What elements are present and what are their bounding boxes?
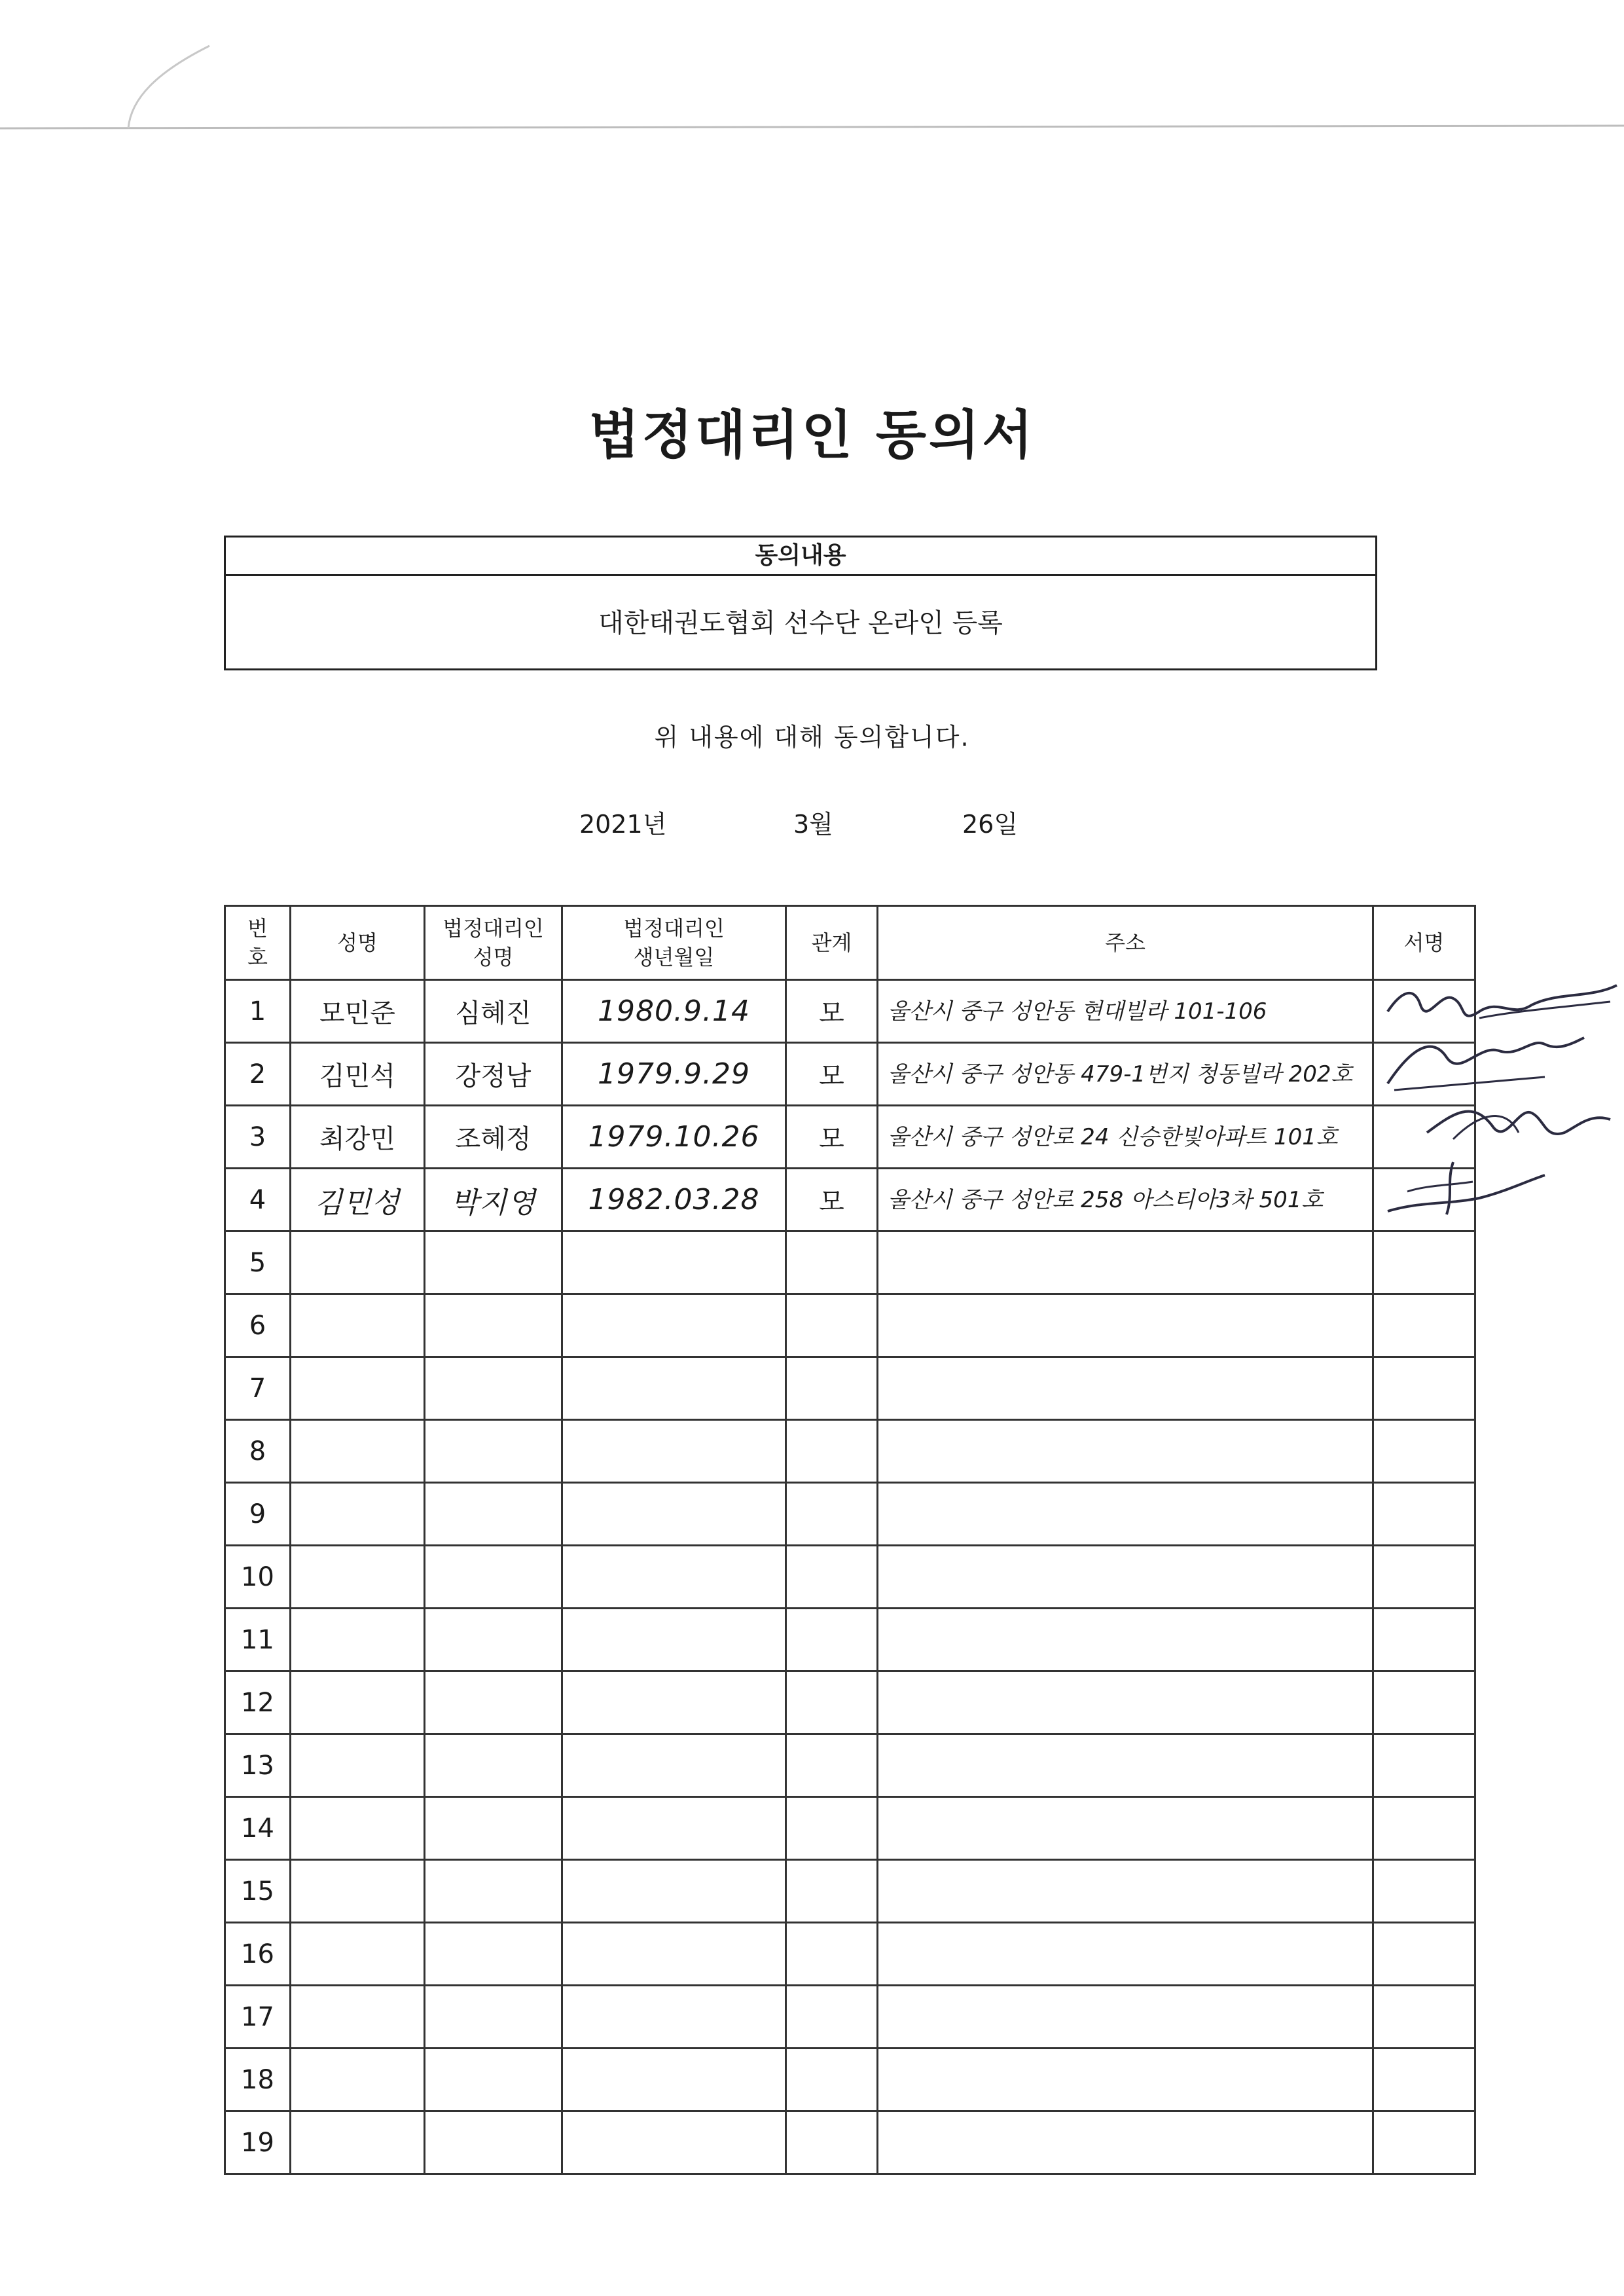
cell-guardian-name — [425, 1231, 562, 1294]
header-relation: 관계 — [786, 906, 878, 980]
row-number: 13 — [225, 1734, 291, 1797]
cell-address — [878, 1483, 1373, 1546]
table-row — [225, 1546, 1475, 1609]
cell-guardian-name: 강정남 — [425, 1043, 562, 1106]
cell-signature — [1373, 1671, 1475, 1734]
cell-guardian-name — [425, 1923, 562, 1986]
cell-guardian-name — [425, 1734, 562, 1797]
row-number: 1 — [225, 980, 291, 1043]
cell-relation — [786, 1734, 878, 1797]
cell-signature — [1373, 1860, 1475, 1923]
table-row — [225, 1797, 1475, 1860]
cell-signature — [1373, 1923, 1475, 1986]
cell-address — [878, 1986, 1373, 2049]
cell-guardian-birth: 1979.9.29 — [562, 1043, 786, 1106]
row-number: 3 — [225, 1106, 291, 1169]
cell-guardian-birth — [562, 1671, 786, 1734]
consent-content: 대한태권도협회 선수단 온라인 등록 — [598, 608, 1003, 638]
cell-relation — [786, 1609, 878, 1671]
cell-name — [291, 1671, 425, 1734]
cell-guardian-birth — [562, 1860, 786, 1923]
cell-guardian-birth — [562, 2111, 786, 2174]
cell-signature — [1373, 1483, 1475, 1546]
table-row — [225, 1357, 1475, 1420]
cell-address: 울산시 중구 성안동 479-1번지 청동빌라 202호 — [878, 1043, 1373, 1106]
cell-relation — [786, 1357, 878, 1420]
cell-guardian-birth — [562, 2049, 786, 2111]
table-row — [225, 2111, 1475, 2174]
cell-guardian-name: 박지영 — [425, 1169, 562, 1231]
cell-relation — [786, 1986, 878, 2049]
cell-relation — [786, 1420, 878, 1483]
header-name: 성명 — [291, 906, 425, 980]
table-row — [225, 1420, 1475, 1483]
cell-signature — [1373, 1294, 1475, 1357]
date-month: 3월 — [793, 810, 833, 839]
cell-relation: 모 — [786, 980, 878, 1043]
cell-name — [291, 1860, 425, 1923]
row-number: 4 — [225, 1169, 291, 1231]
cell-guardian-birth — [562, 1797, 786, 1860]
cell-guardian-birth — [562, 1986, 786, 2049]
cell-name — [291, 1294, 425, 1357]
cell-guardian-name — [425, 1546, 562, 1609]
table-row — [225, 1483, 1475, 1546]
cell-guardian-birth — [562, 1294, 786, 1357]
cell-guardian-birth — [562, 1357, 786, 1420]
row-number: 2 — [225, 1043, 291, 1106]
cell-signature — [1373, 980, 1475, 1043]
row-number: 14 — [225, 1797, 291, 1860]
cell-guardian-birth: 1980.9.14 — [562, 980, 786, 1043]
row-number: 15 — [225, 1860, 291, 1923]
cell-signature — [1373, 1546, 1475, 1609]
cell-guardian-name: 심혜진 — [425, 980, 562, 1043]
cell-relation: 모 — [786, 1106, 878, 1169]
cell-address: 울산시 중구 성안로 258 아스티아3차 501호 — [878, 1169, 1373, 1231]
cell-name — [291, 1231, 425, 1294]
table-row — [225, 1860, 1475, 1923]
cell-guardian-birth — [562, 1546, 786, 1609]
cell-address — [878, 1357, 1373, 1420]
row-number: 16 — [225, 1923, 291, 1986]
cell-signature — [1373, 2111, 1475, 2174]
table-header-row — [225, 906, 1475, 980]
cell-address — [878, 1294, 1373, 1357]
cell-name — [291, 1734, 425, 1797]
row-number: 6 — [225, 1294, 291, 1357]
cell-address — [878, 1231, 1373, 1294]
table-row — [225, 1986, 1475, 2049]
cell-guardian-name — [425, 1986, 562, 2049]
table-row — [225, 2049, 1475, 2111]
table-row — [225, 1609, 1475, 1671]
header-signature: 서명 — [1373, 906, 1475, 980]
cell-name — [291, 1986, 425, 2049]
cell-name: 최강민 — [291, 1106, 425, 1169]
cell-name: 김민성 — [291, 1169, 425, 1231]
cell-guardian-name — [425, 1671, 562, 1734]
cell-guardian-name — [425, 1483, 562, 1546]
cell-address — [878, 2111, 1373, 2174]
cell-name — [291, 1923, 425, 1986]
row-number: 11 — [225, 1609, 291, 1671]
cell-signature — [1373, 1106, 1475, 1169]
cell-name — [291, 1420, 425, 1483]
date-day: 26일 — [962, 810, 1019, 839]
cell-name — [291, 1357, 425, 1420]
row-number: 9 — [225, 1483, 291, 1546]
row-number: 19 — [225, 2111, 291, 2174]
header-guardian-birth: 법정대리인 생년월일 — [562, 906, 786, 980]
cell-guardian-name — [425, 1357, 562, 1420]
agreement-statement: 위 내용에 대해 동의합니다. — [654, 723, 970, 752]
cell-name — [291, 1483, 425, 1546]
table-row — [225, 1294, 1475, 1357]
cell-signature — [1373, 1734, 1475, 1797]
cell-signature — [1373, 1231, 1475, 1294]
row-number: 10 — [225, 1546, 291, 1609]
cell-relation — [786, 1671, 878, 1734]
row-number: 12 — [225, 1671, 291, 1734]
cell-name — [291, 1609, 425, 1671]
cell-relation — [786, 1294, 878, 1357]
row-number: 18 — [225, 2049, 291, 2111]
cell-relation — [786, 1546, 878, 1609]
cell-signature — [1373, 2049, 1475, 2111]
cell-guardian-name — [425, 1860, 562, 1923]
cell-signature — [1373, 1357, 1475, 1420]
cell-address — [878, 1860, 1373, 1923]
table-row — [225, 1043, 1475, 1106]
cell-guardian-name — [425, 1797, 562, 1860]
cell-name — [291, 1797, 425, 1860]
cell-relation — [786, 1860, 878, 1923]
cell-relation — [786, 1231, 878, 1294]
cell-name — [291, 2049, 425, 2111]
cell-relation — [786, 2111, 878, 2174]
cell-signature — [1373, 1420, 1475, 1483]
cell-guardian-name: 조혜정 — [425, 1106, 562, 1169]
cell-guardian-name — [425, 2049, 562, 2111]
cell-guardian-birth — [562, 1609, 786, 1671]
cell-guardian-birth: 1979.10.26 — [562, 1106, 786, 1169]
table-row — [225, 980, 1475, 1043]
cell-name: 김민석 — [291, 1043, 425, 1106]
row-number: 8 — [225, 1420, 291, 1483]
cell-guardian-name — [425, 1294, 562, 1357]
cell-address — [878, 1923, 1373, 1986]
cell-address — [878, 2049, 1373, 2111]
cell-address — [878, 1609, 1373, 1671]
table-row — [225, 1231, 1475, 1294]
cell-guardian-birth — [562, 1483, 786, 1546]
cell-address — [878, 1797, 1373, 1860]
cell-signature — [1373, 1043, 1475, 1106]
cell-guardian-name — [425, 2111, 562, 2174]
cell-address: 울산시 중구 성안로 24 신승한빛아파트 101호 — [878, 1106, 1373, 1169]
cell-address — [878, 1734, 1373, 1797]
cell-signature — [1373, 1797, 1475, 1860]
cell-name — [291, 2111, 425, 2174]
cell-relation — [786, 1797, 878, 1860]
cell-address — [878, 1546, 1373, 1609]
cell-relation — [786, 1483, 878, 1546]
cell-relation — [786, 1923, 878, 1986]
header-guardian-name: 법정대리인 성명 — [425, 906, 562, 980]
cell-guardian-name — [425, 1420, 562, 1483]
document-title: 법정대리인 동의서 — [588, 405, 1036, 465]
cell-name: 모민준 — [291, 980, 425, 1043]
header-number: 번 호 — [225, 906, 291, 980]
cell-address — [878, 1420, 1373, 1483]
cell-signature — [1373, 1609, 1475, 1671]
guardian-table — [224, 905, 1476, 2175]
cell-signature — [1373, 1169, 1475, 1231]
row-number: 5 — [225, 1231, 291, 1294]
header-address: 주소 — [878, 906, 1373, 980]
cell-relation: 모 — [786, 1169, 878, 1231]
cell-guardian-birth — [562, 1231, 786, 1294]
date-year: 2021년 — [579, 810, 667, 839]
cell-address: 울산시 중구 성안동 현대빌라 101-106 — [878, 980, 1373, 1043]
table-row — [225, 1923, 1475, 1986]
cell-relation: 모 — [786, 1043, 878, 1106]
table-row — [225, 1169, 1475, 1231]
cell-signature — [1373, 1986, 1475, 2049]
row-number: 7 — [225, 1357, 291, 1420]
cell-guardian-name — [425, 1609, 562, 1671]
cell-guardian-birth — [562, 1420, 786, 1483]
consent-box — [224, 536, 1377, 670]
cell-guardian-birth — [562, 1923, 786, 1986]
consent-header: 동의내용 — [226, 538, 1375, 576]
cell-address — [878, 1671, 1373, 1734]
row-number: 17 — [225, 1986, 291, 2049]
cell-name — [291, 1546, 425, 1609]
table-row — [225, 1106, 1475, 1169]
cell-relation — [786, 2049, 878, 2111]
scan-paper-edge — [0, 0, 1624, 131]
table-row — [225, 1734, 1475, 1797]
table-row — [225, 1671, 1475, 1734]
cell-guardian-birth: 1982.03.28 — [562, 1169, 786, 1231]
cell-guardian-birth — [562, 1734, 786, 1797]
